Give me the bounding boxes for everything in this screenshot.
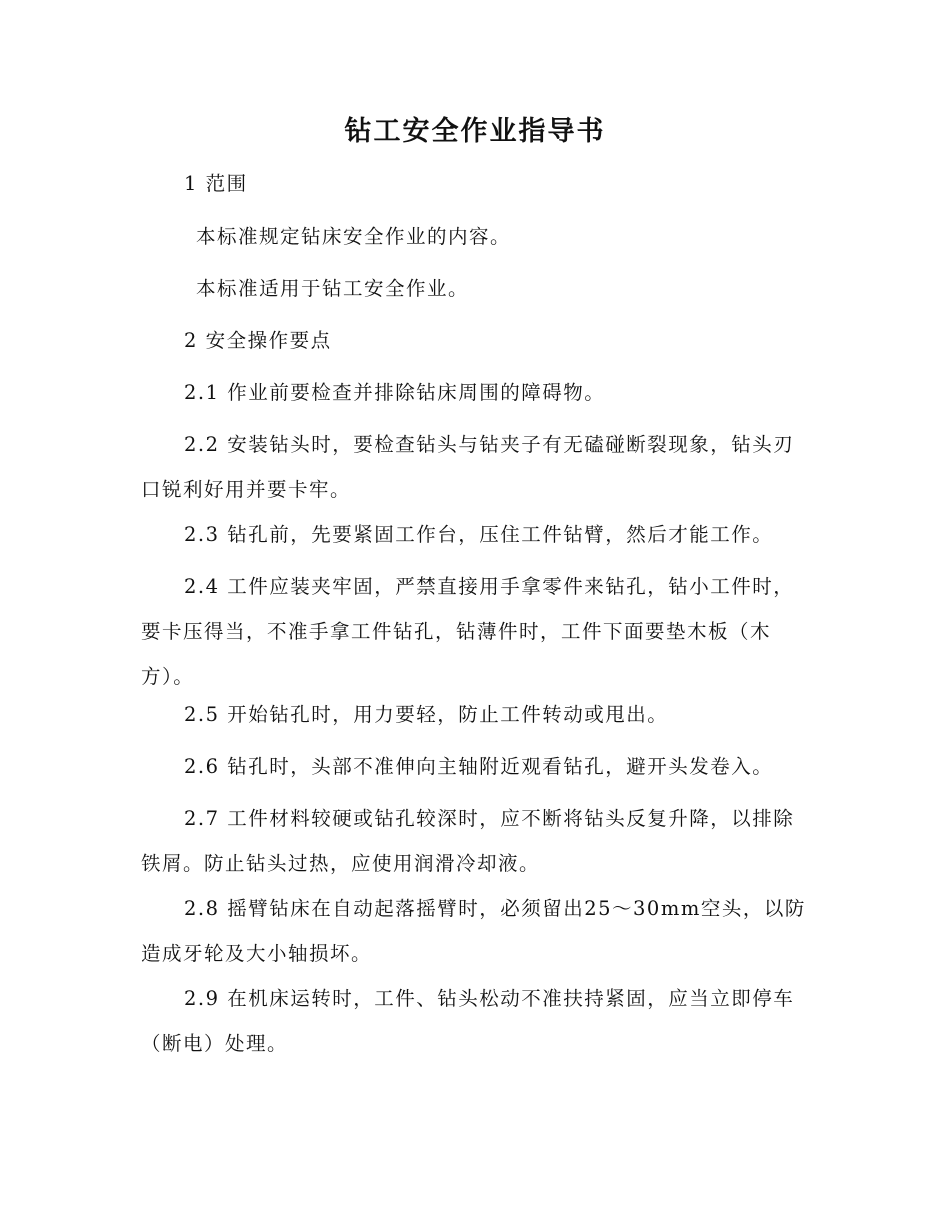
paragraph-scope-applicability: 本标准适用于钻工安全作业。 <box>196 277 470 300</box>
section-heading-scope: 1 范围 <box>184 172 248 195</box>
item-2-4: 2.4 工件应装夹牢固，严禁直接用手拿零件来钻孔，钻小工件时，要卡压得当，不准手拿工件钻孔，钻薄件时，工件下面要垫木板（木方）。 <box>141 575 795 688</box>
item-2-8: 2.8 摇臂钻床在自动起落摇臂时，必须留出25～30mm空头，以防造成牙轮及大小轴损坏。 <box>141 897 806 965</box>
item-2-3: 2.3 钻孔前，先要紧固工作台，压住工件钻臂，然后才能工作。 <box>184 523 774 546</box>
section-heading-safety-points: 2 安全操作要点 <box>184 329 332 352</box>
item-2-7: 2.7 工件材料较硬或钻孔较深时，应不断将钻头反复升降，以排除铁屑。防止钻头过热，应使用润滑冷却液。 <box>141 807 795 875</box>
item-2-9: 2.9 在机床运转时，工件、钻头松动不准扶持紧固，应当立即停车（断电）处理。 <box>141 987 795 1055</box>
item-2-1: 2.1 作业前要检查并排除钻床周围的障碍物。 <box>184 381 606 404</box>
document-title: 钻工安全作业指导书 <box>344 116 606 147</box>
item-2-2: 2.2 安装钻头时，要检查钻头与钻夹子有无磕碰断裂现象，钻头刃口锐利好用并要卡牢。 <box>141 433 795 501</box>
paragraph-scope-content: 本标准规定钻床安全作业的内容。 <box>196 225 512 248</box>
item-2-6: 2.6 钻孔时，头部不准伸向主轴附近观看钻孔，避开头发卷入。 <box>184 755 774 778</box>
item-2-5: 2.5 开始钻孔时，用力要轻，防止工件转动或甩出。 <box>184 703 669 726</box>
